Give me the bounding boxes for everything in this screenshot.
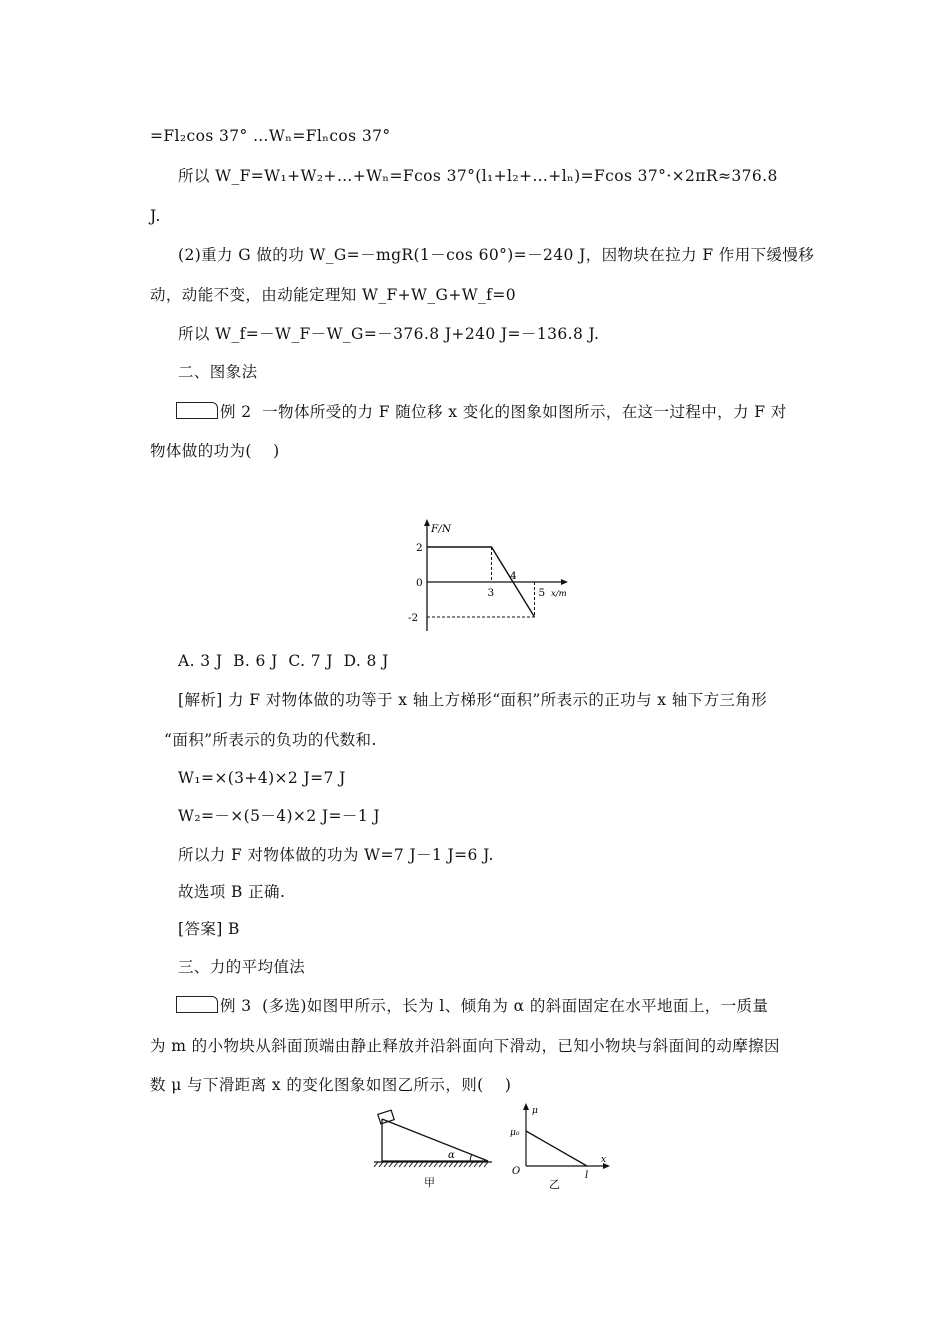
force-displacement-chart [405, 518, 575, 634]
hatch-mark [374, 1162, 378, 1167]
analysis-line-4: W₂=－×(5－4)×2 J=－1 J [178, 807, 381, 825]
y-tick-label: -2 [408, 612, 419, 624]
hatch-mark [424, 1162, 428, 1167]
x-tick-label: 3 [487, 587, 495, 599]
text-line-6: 所以 W_f=－W_F－W_G=－376.8 J+240 J=－136.8 J. [178, 325, 600, 343]
analysis-line-5: 所以力 F 对物体做的功为 W=7 J－1 J=6 J. [178, 846, 494, 864]
mu-axis-arrow-icon [523, 1103, 529, 1110]
answer-options: A. 3 J B. 6 J C. 7 J D. 8 J [178, 652, 389, 670]
hatch-mark [414, 1162, 418, 1167]
block-on-incline [378, 1110, 394, 1124]
hatch-mark [379, 1162, 383, 1167]
hatch-mark [384, 1162, 388, 1167]
x-axis-arrow-icon [561, 579, 568, 585]
hatch-mark [454, 1162, 458, 1167]
analysis-line-2: “面积”所表示的负功的代数和. [164, 731, 377, 749]
incline-figure [372, 1106, 498, 1192]
hatch-mark [429, 1162, 433, 1167]
hatch-mark [434, 1162, 438, 1167]
hatch-mark [389, 1162, 393, 1167]
x-tick-label: 5 [538, 587, 546, 599]
text-line-2: 所以 W_F=W₁+W₂+…+Wₙ=Fcos 37°(l₁+l₂+…+lₙ)=Fcos 37°·×2πR≈376.8 [178, 167, 778, 185]
example-3-line-2: 为 m 的小物块从斜面顶端由静止释放并沿斜面向下滑动，已知小物块与斜面间的动摩擦因 [150, 1037, 780, 1055]
hatch-mark [459, 1162, 463, 1167]
mu0-label: μ₀ [510, 1128, 520, 1138]
hatch-mark [479, 1162, 483, 1167]
y-tick-label: 0 [416, 577, 423, 589]
hatch-mark [474, 1162, 478, 1167]
example-marker-icon [176, 402, 218, 419]
answer-line: [答案] B [178, 920, 240, 938]
y-tick-label: 2 [416, 542, 423, 554]
mu-series-line [526, 1131, 587, 1166]
hatch-mark [464, 1162, 468, 1167]
section-heading-2: 二、图象法 [178, 363, 258, 381]
analysis-line-3: W₁=×(3+4)×2 J=7 J [178, 769, 346, 787]
example-3-line: 例 3 (多选)如图甲所示，长为 l、倾角为 α 的斜面固定在水平地面上，一质量 [176, 996, 768, 1016]
angle-arc [470, 1154, 472, 1161]
x-axis-label: x/m [551, 589, 567, 599]
friction-coefficient-chart [507, 1100, 615, 1192]
hatch-mark [444, 1162, 448, 1167]
hatch-mark [469, 1162, 473, 1167]
text-line-1: =Fl₂cos 37° …Wₙ=Flₙcos 37° [150, 127, 391, 145]
mu-axis-label: μ [532, 1106, 538, 1116]
hatch-mark [399, 1162, 403, 1167]
angle-label: α [448, 1150, 455, 1161]
figure-caption-jia: 甲 [424, 1176, 435, 1189]
hatch-mark [409, 1162, 413, 1167]
hatch-mark [449, 1162, 453, 1167]
l-label: l [585, 1170, 589, 1181]
hatch-mark [484, 1162, 488, 1167]
example-marker-icon [176, 996, 218, 1013]
text-line-5: 动，动能不变，由动能定理知 W_F+W_G+W_f=0 [150, 286, 516, 304]
example-2-line-2: 物体做的功为( ) [150, 442, 280, 460]
y-axis-arrow-icon [424, 519, 430, 526]
text-line-3: J. [150, 207, 161, 225]
example-3-line-3: 数 μ 与下滑距离 x 的变化图象如图乙所示，则( ) [150, 1076, 512, 1094]
hatch-mark [394, 1162, 398, 1167]
y-axis-label: F/N [431, 523, 452, 535]
x-axis-label: x [601, 1155, 607, 1165]
analysis-line-1: [解析] 力 F 对物体做的功等于 x 轴上方梯形“面积”所表示的正功与 x 轴下方三角形 [178, 691, 768, 709]
hatch-mark [439, 1162, 443, 1167]
ground-hatching [374, 1162, 488, 1167]
example-2-line: 例 2 一物体所受的力 F 随位移 x 变化的图象如图所示，在这一过程中，力 F 对 [176, 402, 787, 422]
text-line-4: (2)重力 G 做的功 W_G=－mgR(1－cos 60°)=－240 J，因物块在拉力 F 作用下缓慢移 [178, 246, 815, 264]
section-heading-3: 三、力的平均值法 [178, 958, 306, 976]
hatch-mark [404, 1162, 408, 1167]
hatch-mark [419, 1162, 423, 1167]
x-tick-label: 4 [510, 570, 517, 582]
origin-label: O [512, 1166, 521, 1177]
figure-caption-yi: 乙 [549, 1178, 560, 1191]
analysis-line-6: 故选项 B 正确. [178, 883, 286, 901]
